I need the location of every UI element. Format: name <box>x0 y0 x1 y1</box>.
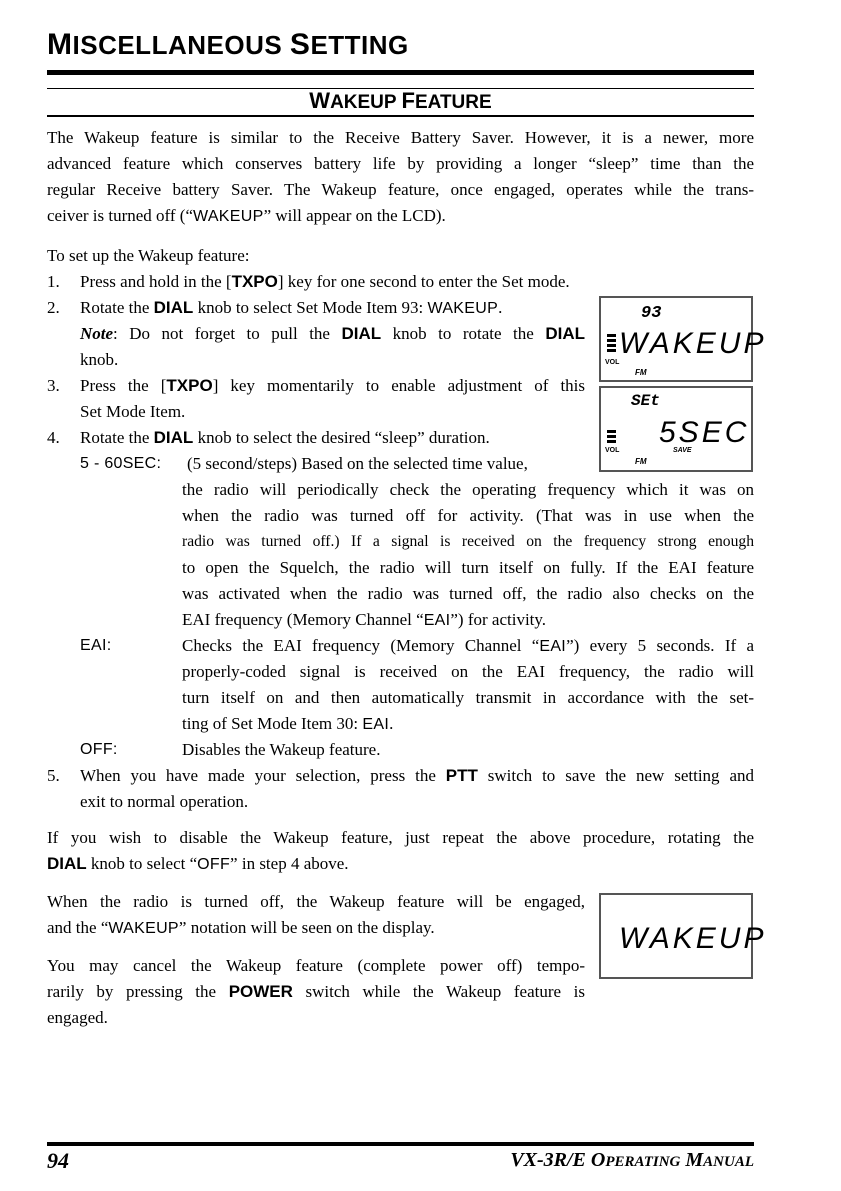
manual-title: VX-3R/E OPERATING MANUAL <box>510 1149 754 1171</box>
turned-off-line-1: When the radio is turned off, the Wakeup feature will be engaged, <box>47 892 585 911</box>
lcd1-vol: VOL <box>605 359 620 366</box>
option-eai-line-4: ting of Set Mode Item 30: EAI. <box>182 714 394 733</box>
option-sec-line-3: when the radio was turned off for activity. (That was in use when the <box>182 506 754 525</box>
lcd2-top: SEt <box>631 392 660 410</box>
step-3-text: Press the [TXPO] key momentarily to enable adjustment of this <box>80 376 586 395</box>
option-eai-line-1: Checks the EAI frequency (Memory Channel “EAI”) every 5 seconds. If a <box>182 636 755 655</box>
lcd2-save: SAVE <box>673 447 692 454</box>
step-2-number: 2. <box>47 298 60 317</box>
step-2-note-end: knob. <box>80 350 119 369</box>
lcd2-vol: VOL <box>605 447 620 454</box>
vol-bars-icon <box>607 430 616 443</box>
option-sec-line-4: radio was turned off.) If a signal is received on the frequency strong enough <box>182 533 754 550</box>
footer-rule <box>47 1142 754 1146</box>
step-2-text: Rotate the DIAL knob to select Set Mode Item 93: WAKEUP. <box>80 298 503 317</box>
option-sec-line-5: to open the Squelch, the radio will turn itself on fully. If the EAI feature <box>182 558 754 577</box>
lcd3-main: WAKEUP <box>619 922 767 955</box>
turned-off-line-2: and the “WAKEUP” notation will be seen on the display. <box>47 918 435 937</box>
option-off-line-1: Disables the Wakeup feature. <box>182 740 381 759</box>
title-rule <box>47 70 754 75</box>
step-5-number: 5. <box>47 766 60 785</box>
option-sec-line-2: the radio will periodically check the operating frequency which it was on <box>182 480 754 499</box>
lcd1-mode: FM <box>635 368 647 377</box>
lcd1-top: 93 <box>641 304 662 323</box>
option-sec-line-7: EAI frequency (Memory Channel “EAI”) for activity. <box>182 610 547 629</box>
step-3-number: 3. <box>47 376 60 395</box>
step-5-text-end: exit to normal operation. <box>80 792 249 811</box>
step-1-number: 1. <box>47 272 60 291</box>
page-number: 94 <box>47 1148 69 1173</box>
option-sec-label: 5 - 60SEC: <box>80 455 162 472</box>
lcd-display-5sec <box>599 386 753 472</box>
intro-line-4: ceiver is turned off (“WAKEUP” will appear on the LCD). <box>47 206 446 225</box>
lcd2-mode: FM <box>635 457 647 466</box>
vol-bars-icon <box>607 334 616 352</box>
intro-line-2: advanced feature which conserves battery life by providing a longer “sleep” time than the <box>47 154 754 173</box>
step-2-note: Note: Do not forget to pull the DIAL knob to rotate the DIAL <box>80 324 585 343</box>
step-3-text-end: Set Mode Item. <box>80 402 186 421</box>
option-eai-line-2: properly-coded signal is received on the EAI frequency, the radio will <box>182 662 754 681</box>
chapter-title: MISCELLANEOUS SETTING <box>47 28 409 61</box>
lcd-display-wakeup-off <box>599 893 767 979</box>
step-5-text: When you have made your selection, press the PTT switch to save the new setting and <box>80 766 755 785</box>
cancel-line-3: engaged. <box>47 1008 108 1027</box>
setup-intro: To set up the Wakeup feature: <box>47 246 250 265</box>
step-4-text: Rotate the DIAL knob to select the desired “sleep” duration. <box>80 428 490 447</box>
intro-line-3: regular Receive battery Saver. The Wakeup feature, once engaged, operates while the trans- <box>47 180 754 199</box>
step-1-text: Press and hold in the [TXPO] key for one second to enter the Set mode. <box>80 272 570 291</box>
disable-line-1: If you wish to disable the Wakeup feature, just repeat the above procedure, rotating the <box>47 828 754 847</box>
disable-line-2: DIAL knob to select “OFF” in step 4 above. <box>47 854 349 873</box>
lcd1-main: WAKEUP <box>619 327 767 360</box>
lcd2-main: 5SEC <box>659 416 750 449</box>
cancel-line-1: You may cancel the Wakeup feature (complete power off) tempo- <box>47 956 585 975</box>
section-title: WAKEUP FEATURE <box>309 88 492 113</box>
section-rule-bottom <box>47 115 754 117</box>
option-sec-line-6: was activated when the radio was turned off, the radio also checks on the <box>182 584 754 603</box>
option-sec-line-1: (5 second/steps) Based on the selected time value, <box>187 454 528 473</box>
step-4-number: 4. <box>47 428 60 447</box>
intro-line-1: The Wakeup feature is similar to the Receive Battery Saver. However, it is a newer, more <box>47 128 754 147</box>
option-off-label: OFF: <box>80 741 118 758</box>
cancel-line-2: rarily by pressing the POWER switch while the Wakeup feature is <box>47 982 585 1001</box>
lcd-display-wakeup-item <box>599 296 767 382</box>
option-eai-line-3: turn itself on and then automatically transmit in accordance with the set- <box>182 688 754 707</box>
option-eai-label: EAI: <box>80 637 112 654</box>
